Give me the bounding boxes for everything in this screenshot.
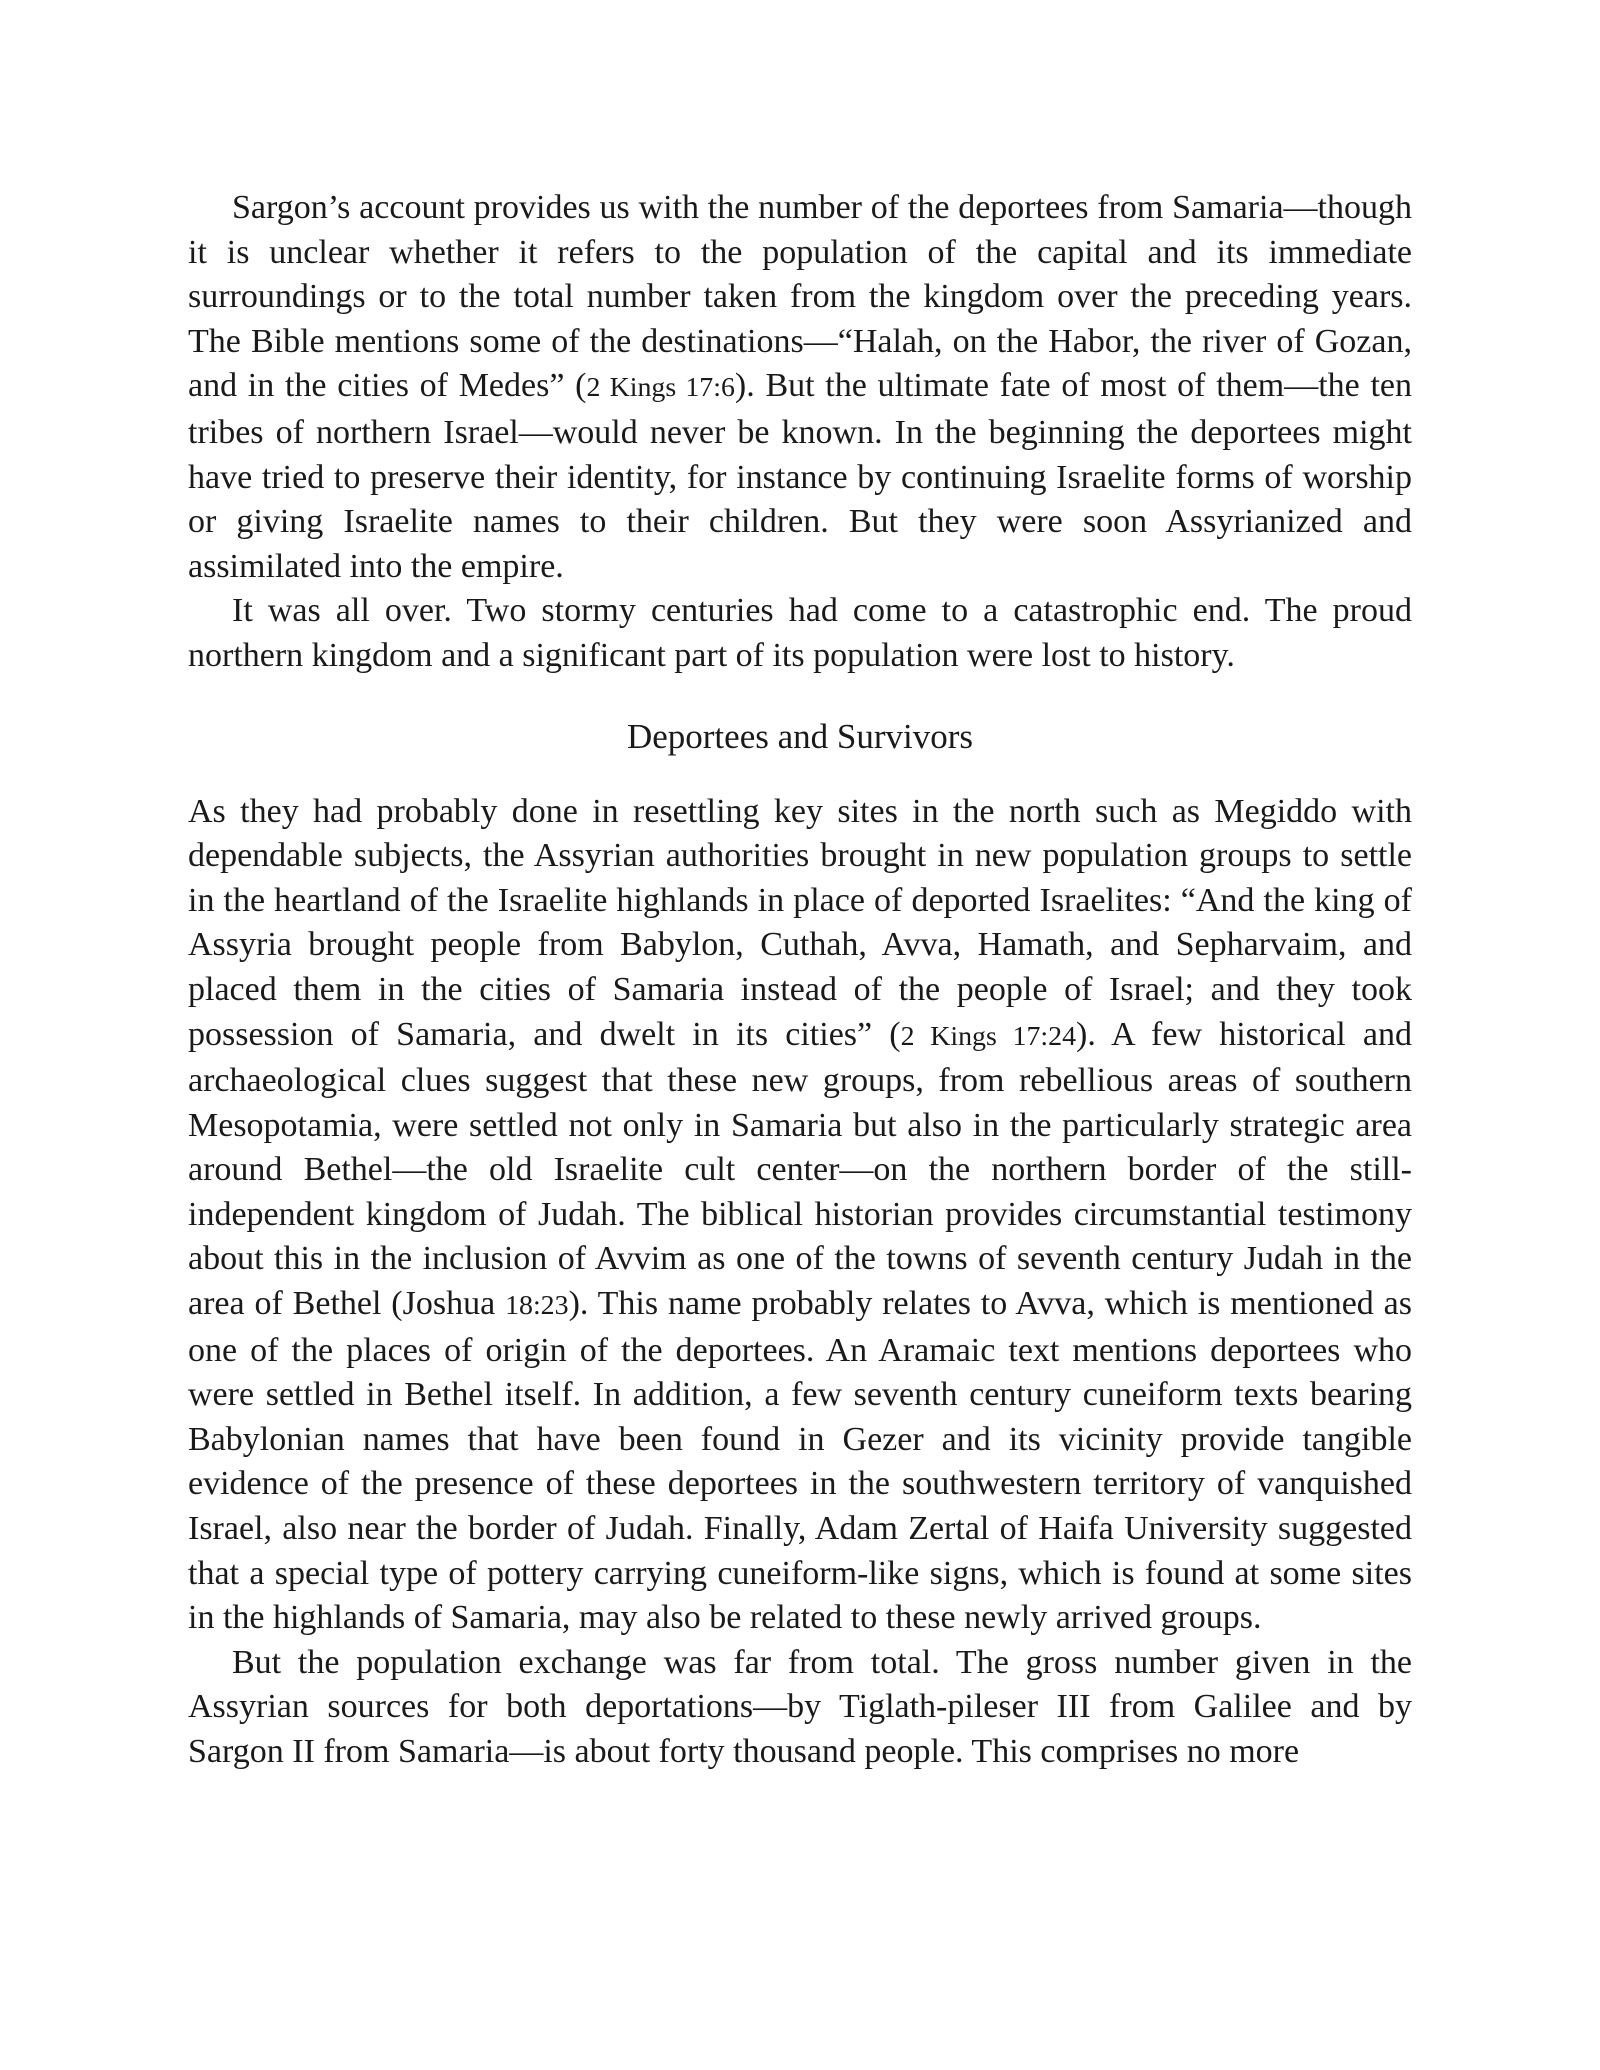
paragraph-text: Sargon’s account provides us with the number of the deportees from Samaria—though it is unclear whether it refers to the population of the capital and its immediate surroundings or to the total number taken from the kingdom over the preceding years. The Bible mentions some of the destinations—“Halah, on the Habor, the river of Gozan, and in the cities of Medes” (: [188, 189, 1412, 405]
scripture-reference: 18:23: [505, 1290, 569, 1322]
page-body: [188, 186, 1412, 1775]
paragraph-population-exchange: But the population exchange was far from total. The gross number given in the Assyrian sources for both deportations—by Tiglath-pileser III from Galilee and by Sargon II from Samaria—is about forty thousand people. This comprises no more: [188, 1643, 1412, 1770]
paragraph-text: ). This name probably relates to Avva, which is mentioned as one of the places of origin of the deportees. An Aramaic text mentions deportees who were settled in Bethel itself. In addition, a few seventh century cuneiform texts bearing Babylonian names that have been found in Gezer and its vicinity provide tangible evidence of the presence of these deportees in the southwestern territory of vanquished Israel, also near the border of Judah. Finally, Adam Zertal of Haifa University suggested that a special type of pottery carrying cuneiform-like signs, which is found at some sites in the highlands of Samaria, may also be related to these newly arrived groups.: [188, 1285, 1412, 1637]
paragraph-sargon-account: [188, 186, 1412, 589]
paragraph-text: ). A few historical and archaeological clues suggest that these new groups, from rebellious areas of southern Mesopotamia, were settled not only in Samaria but also in the particularly strategic area around Bethel—the old Israelite cult center—on the northern border of the still-independent kingdom of Judah. The biblical historian provides circumstantial testimony about this in the inclusion of Avvim as one of the towns of seventh century Judah in the area of Bethel (Joshua: [188, 1015, 1413, 1323]
section-heading: Deportees and Survivors: [626, 716, 974, 756]
scripture-reference: 2 Kings 17:6: [586, 372, 735, 404]
paragraph-resettlement: [188, 790, 1412, 1641]
paragraph-text: As they had probably done in resettling key sites in the north such as Megiddo with dependable subjects, the Assyrian authorities brought in new population groups to settle in the heartland of the Israelite highlands in place of deported Israelites: “And the king of Assyria brought people from Babylon, Cuthah, Avva, Hamath, and Sepharvaim, and placed them in the cities of Samaria instead of the people of Israel; and they took possession of Samaria, and dwelt in its cities” (: [188, 792, 1412, 1053]
scripture-reference: 2 Kings 17:24: [900, 1020, 1077, 1052]
paragraph-text: ). But the ultimate fate of most of them—the ten tribes of northern Israel—would never be known. In the beginning the deportees might have tried to preserve their identity, for instance by continuing Israelite forms of worship or giving Israelite names to their children. But they were soon Assyrianized and assimilated into the empire.: [188, 367, 1412, 585]
paragraph-it-was-all-over: It was all over. Two stormy centuries had come to a catastrophic end. The proud northern kingdom and a significant part of its population were lost to history.: [188, 592, 1412, 674]
